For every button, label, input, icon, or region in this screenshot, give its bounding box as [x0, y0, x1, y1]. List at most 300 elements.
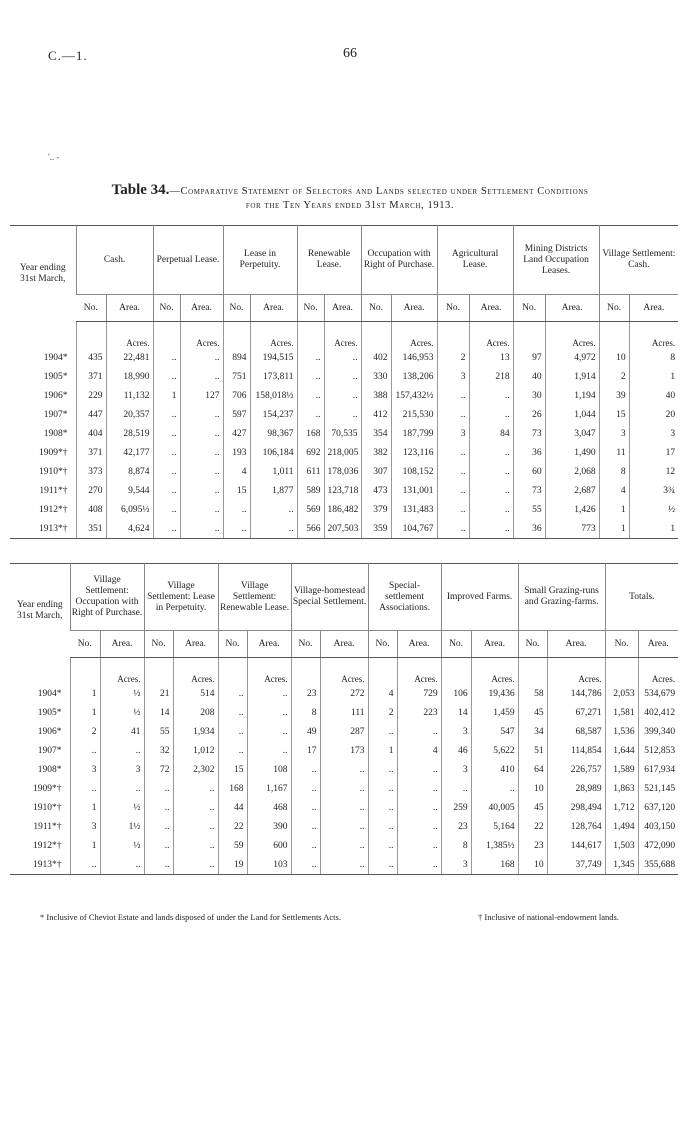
- cell-area: ..: [247, 741, 291, 760]
- cell-area: 20: [629, 405, 678, 424]
- cell-area: ½: [100, 684, 144, 703]
- cell-number: 371: [76, 443, 106, 462]
- units-spacer: [218, 658, 247, 685]
- cell-number: ..: [437, 386, 469, 405]
- cell-number: 3: [441, 722, 471, 741]
- subheader-no: No.: [291, 631, 320, 658]
- cell-area: 226,757: [547, 760, 605, 779]
- year-header: Year ending 31st March,: [16, 599, 63, 621]
- cell-area: ..: [180, 481, 223, 500]
- units-acres: Acres.: [469, 322, 513, 349]
- cell-number: ..: [70, 779, 100, 798]
- cell-number: ..: [153, 348, 180, 367]
- cell-area: 2,687: [545, 481, 599, 500]
- row-year: 1905*: [43, 371, 68, 382]
- cell-area: 729: [397, 684, 441, 703]
- cell-area: 128,764: [547, 817, 605, 836]
- cell-number: 611: [297, 462, 324, 481]
- cell-area: ..: [469, 443, 513, 462]
- cell-area: ..: [324, 348, 361, 367]
- cell-area: 8: [629, 348, 678, 367]
- cell-number: 8: [441, 836, 471, 855]
- cell-number: 22: [218, 817, 247, 836]
- subheader-area: Area.: [629, 295, 678, 322]
- group-header: Village Settlement: Cash.: [599, 226, 678, 295]
- cell-number: ..: [368, 798, 397, 817]
- cell-area: 287: [320, 722, 368, 741]
- cell-number: 10: [599, 348, 629, 367]
- subheader-no: No.: [297, 295, 324, 322]
- cell-area: 1: [629, 367, 678, 386]
- row-year: 1908*: [37, 764, 62, 775]
- cell-area: ..: [173, 855, 218, 875]
- cell-number: ..: [291, 817, 320, 836]
- row-year: 1906*: [43, 390, 68, 401]
- cell-number: 39: [599, 386, 629, 405]
- cell-number: ..: [153, 519, 180, 539]
- cell-area: 17: [629, 443, 678, 462]
- cell-area: 68,587: [547, 722, 605, 741]
- cell-number: ..: [153, 367, 180, 386]
- cell-number: ..: [153, 500, 180, 519]
- cell-number: 32: [144, 741, 173, 760]
- cell-area: 600: [247, 836, 291, 855]
- cell-area: 1: [629, 519, 678, 539]
- cell-area: ..: [320, 779, 368, 798]
- cell-number: 3: [437, 424, 469, 443]
- cell-number: ..: [70, 741, 100, 760]
- cell-area: 178,036: [324, 462, 361, 481]
- cell-number: ..: [291, 836, 320, 855]
- group-header: Small Grazing-runs and Grazing-farms.: [518, 564, 605, 631]
- footnote-endowment: † Inclusive of national-endowment lands.: [478, 912, 619, 922]
- cell-area: 5,164: [471, 817, 518, 836]
- cell-number: 23: [518, 836, 547, 855]
- cell-number: 72: [144, 760, 173, 779]
- cell-area: ½: [100, 798, 144, 817]
- units-acres: Acres.: [397, 658, 441, 685]
- cell-area: ..: [324, 386, 361, 405]
- subheader-area: Area.: [547, 631, 605, 658]
- cell-number: 1: [70, 836, 100, 855]
- subheader-no: No.: [441, 631, 471, 658]
- table-row: [10, 798, 678, 817]
- cell-area: 1,385½: [471, 836, 518, 855]
- cell-number: ..: [218, 722, 247, 741]
- cell-area: 1,490: [545, 443, 599, 462]
- group-header: Mining Districts Land Occupation Leases.: [513, 226, 599, 295]
- cell-number: 427: [223, 424, 250, 443]
- cell-area: 19,436: [471, 684, 518, 703]
- cell-number: ..: [437, 500, 469, 519]
- subheader-area: Area.: [247, 631, 291, 658]
- group-header: Totals.: [605, 564, 678, 631]
- cell-number: ..: [144, 817, 173, 836]
- cell-area: 355,688: [638, 855, 678, 875]
- cell-area: ..: [469, 386, 513, 405]
- cell-area: 123,116: [391, 443, 437, 462]
- cell-area: 108: [247, 760, 291, 779]
- cell-number: 40: [513, 367, 545, 386]
- cell-number: 64: [518, 760, 547, 779]
- cell-number: ..: [153, 424, 180, 443]
- cell-number: ..: [368, 855, 397, 875]
- cell-number: 45: [518, 703, 547, 722]
- row-year: 1913*†: [10, 855, 70, 875]
- cell-area: ..: [173, 817, 218, 836]
- table-title-line1: —Comparative Statement of Selectors and Lands selected under Settlement Conditions: [169, 186, 589, 197]
- cell-number: 354: [361, 424, 391, 443]
- units-spacer: [76, 322, 106, 349]
- units-spacer: [144, 658, 173, 685]
- cell-number: 60: [513, 462, 545, 481]
- table-row: [10, 760, 678, 779]
- cell-area: 103: [247, 855, 291, 875]
- cell-area: 223: [397, 703, 441, 722]
- cell-number: ..: [368, 836, 397, 855]
- units-spacer: [368, 658, 397, 685]
- cell-area: 4,624: [106, 519, 153, 539]
- cell-area: 144,617: [547, 836, 605, 855]
- cell-number: 44: [218, 798, 247, 817]
- cell-number: 435: [76, 348, 106, 367]
- subheader-no: No.: [513, 295, 545, 322]
- cell-number: 3: [441, 855, 471, 875]
- cell-number: 10: [518, 779, 547, 798]
- cell-area: ..: [320, 855, 368, 875]
- cell-area: 410: [471, 760, 518, 779]
- cell-number: 168: [218, 779, 247, 798]
- subheader-no: No.: [361, 295, 391, 322]
- subheader-no: No.: [76, 295, 106, 322]
- row-year: 1906*: [37, 726, 62, 737]
- cell-number: 373: [76, 462, 106, 481]
- subheader-no: No.: [218, 631, 247, 658]
- row-year: 1905*: [37, 707, 62, 718]
- cell-number: ..: [153, 443, 180, 462]
- cell-area: 4,972: [545, 348, 599, 367]
- cell-number: ..: [437, 405, 469, 424]
- cell-area: 37,749: [547, 855, 605, 875]
- cell-number: 15: [223, 481, 250, 500]
- subheader-row: [10, 295, 678, 322]
- cell-number: 1,644: [605, 741, 638, 760]
- cell-number: 3: [599, 424, 629, 443]
- row-year: 1907*: [43, 409, 68, 420]
- subheader-no: No.: [368, 631, 397, 658]
- cell-area: 403,150: [638, 817, 678, 836]
- table-row: [10, 424, 678, 443]
- cell-number: 597: [223, 405, 250, 424]
- cell-number: 259: [441, 798, 471, 817]
- cell-area: 131,483: [391, 500, 437, 519]
- group-header: Lease in Perpetuity.: [223, 226, 297, 295]
- cell-area: 127: [180, 386, 223, 405]
- units-acres: Acres.: [320, 658, 368, 685]
- cell-area: ..: [180, 462, 223, 481]
- cell-number: 15: [599, 405, 629, 424]
- cell-area: 534,679: [638, 684, 678, 703]
- cell-number: 22: [518, 817, 547, 836]
- subheader-no: No.: [153, 295, 180, 322]
- cell-area: ..: [247, 722, 291, 741]
- table-row: [10, 405, 678, 424]
- cell-area: ..: [320, 760, 368, 779]
- row-year: 1912*†: [39, 504, 68, 515]
- subheader-area: Area.: [638, 631, 678, 658]
- cell-area: ..: [180, 443, 223, 462]
- cell-number: 14: [441, 703, 471, 722]
- cell-number: 1: [70, 703, 100, 722]
- units-acres: Acres.: [100, 658, 144, 685]
- units-acres: Acres.: [629, 322, 678, 349]
- cell-area: 1,914: [545, 367, 599, 386]
- cell-number: 388: [361, 386, 391, 405]
- cell-area: 67,271: [547, 703, 605, 722]
- cell-area: 512,853: [638, 741, 678, 760]
- row-year: 1904*: [43, 352, 68, 363]
- cell-number: 3: [70, 817, 100, 836]
- cell-area: 41: [100, 722, 144, 741]
- table-title-line2: for the Ten Years ended 31st March, 1913.: [245, 200, 455, 211]
- row-year: 1910*†: [33, 802, 62, 813]
- row-year: 1908*: [43, 428, 68, 439]
- cell-number: 45: [518, 798, 547, 817]
- group-header: Renewable Lease.: [297, 226, 361, 295]
- group-header: Perpetual Lease.: [153, 226, 223, 295]
- cell-area: 84: [469, 424, 513, 443]
- cell-number: 23: [291, 684, 320, 703]
- cell-area: 390: [247, 817, 291, 836]
- table-row: [10, 684, 678, 703]
- cell-area: 8,874: [106, 462, 153, 481]
- cell-area: ..: [100, 855, 144, 875]
- subheader-no: No.: [70, 631, 100, 658]
- subheader-area: Area.: [106, 295, 153, 322]
- cell-area: ..: [247, 703, 291, 722]
- units-spacer: [291, 658, 320, 685]
- subheader-area: Area.: [173, 631, 218, 658]
- cell-area: ..: [173, 836, 218, 855]
- cell-area: ..: [469, 481, 513, 500]
- row-year: 1909*†: [39, 447, 68, 458]
- units-spacer: [297, 322, 324, 349]
- cell-area: 157,432½: [391, 386, 437, 405]
- cell-area: 3: [100, 760, 144, 779]
- cell-area: 468: [247, 798, 291, 817]
- cell-number: 270: [76, 481, 106, 500]
- units-acres: Acres.: [250, 322, 297, 349]
- cell-area: 1,426: [545, 500, 599, 519]
- units-row: [10, 658, 678, 685]
- cell-number: 1,494: [605, 817, 638, 836]
- subheader-area: Area.: [397, 631, 441, 658]
- cell-area: ..: [247, 684, 291, 703]
- cell-number: 23: [441, 817, 471, 836]
- cell-number: ..: [218, 741, 247, 760]
- cell-number: 1: [70, 684, 100, 703]
- cell-area: 208: [173, 703, 218, 722]
- cell-number: ..: [297, 386, 324, 405]
- cell-area: 1,934: [173, 722, 218, 741]
- cell-number: 229: [76, 386, 106, 405]
- group-header: Village Settlement: Occupation with Right of Purchase.: [70, 564, 144, 631]
- cell-number: 11: [599, 443, 629, 462]
- cell-area: 22,481: [106, 348, 153, 367]
- cell-number: 692: [297, 443, 324, 462]
- cell-number: 1,503: [605, 836, 638, 855]
- cell-area: 20,357: [106, 405, 153, 424]
- cell-area: 173,811: [250, 367, 297, 386]
- cell-number: ..: [153, 462, 180, 481]
- subheader-area: Area.: [100, 631, 144, 658]
- cell-number: 382: [361, 443, 391, 462]
- cell-number: ..: [223, 500, 250, 519]
- cell-number: 36: [513, 519, 545, 539]
- cell-number: 706: [223, 386, 250, 405]
- cell-area: 1,167: [247, 779, 291, 798]
- cell-number: 168: [297, 424, 324, 443]
- cell-area: 1,459: [471, 703, 518, 722]
- subheader-no: No.: [518, 631, 547, 658]
- cell-number: ..: [291, 798, 320, 817]
- cell-number: 17: [291, 741, 320, 760]
- units-spacer: [10, 322, 76, 349]
- cell-area: ..: [180, 367, 223, 386]
- group-header: Agricultural Lease.: [437, 226, 513, 295]
- cell-number: 8: [599, 462, 629, 481]
- cell-number: 473: [361, 481, 391, 500]
- cell-number: ..: [153, 405, 180, 424]
- cell-area: 13: [469, 348, 513, 367]
- units-acres: Acres.: [324, 322, 361, 349]
- cell-number: 3: [437, 367, 469, 386]
- cell-number: 1,536: [605, 722, 638, 741]
- cell-number: 49: [291, 722, 320, 741]
- cell-area: 3¾: [629, 481, 678, 500]
- cell-area: 40: [629, 386, 678, 405]
- cell-area: 173: [320, 741, 368, 760]
- cell-area: 98,367: [250, 424, 297, 443]
- cell-number: 569: [297, 500, 324, 519]
- cell-number: 1: [153, 386, 180, 405]
- subheader-area: Area.: [180, 295, 223, 322]
- cell-number: 2,053: [605, 684, 638, 703]
- cell-area: 42,177: [106, 443, 153, 462]
- cell-area: ..: [469, 500, 513, 519]
- cell-area: 106,184: [250, 443, 297, 462]
- cell-area: 18,990: [106, 367, 153, 386]
- table-row: [10, 386, 678, 405]
- cell-number: 8: [291, 703, 320, 722]
- units-acres: Acres.: [545, 322, 599, 349]
- scan-marks: '.. -: [48, 152, 60, 162]
- cell-area: ..: [397, 798, 441, 817]
- cell-number: 4: [223, 462, 250, 481]
- cell-area: 123,718: [324, 481, 361, 500]
- cell-area: 1,044: [545, 405, 599, 424]
- cell-number: 1: [599, 500, 629, 519]
- page-number: 66: [343, 46, 357, 61]
- cell-number: 36: [513, 443, 545, 462]
- cell-number: 2: [437, 348, 469, 367]
- cell-number: ..: [441, 779, 471, 798]
- cell-number: 46: [441, 741, 471, 760]
- cell-number: 10: [518, 855, 547, 875]
- group-header: Village Settlement: Renewable Lease.: [218, 564, 291, 631]
- cell-number: 404: [76, 424, 106, 443]
- cell-number: ..: [297, 367, 324, 386]
- cell-number: 1,589: [605, 760, 638, 779]
- cell-area: 272: [320, 684, 368, 703]
- cell-area: 215,530: [391, 405, 437, 424]
- cell-number: 97: [513, 348, 545, 367]
- group-header: Occupation with Right of Purchase.: [361, 226, 437, 295]
- cell-number: 307: [361, 462, 391, 481]
- cell-area: 472,090: [638, 836, 678, 855]
- cell-number: ..: [368, 722, 397, 741]
- cell-number: 3: [441, 760, 471, 779]
- row-year: 1911*†: [33, 821, 62, 832]
- cell-area: 187,799: [391, 424, 437, 443]
- table-title: [10, 183, 690, 213]
- cell-number: ..: [368, 760, 397, 779]
- subheader-area: Area.: [469, 295, 513, 322]
- cell-area: 521,145: [638, 779, 678, 798]
- cell-area: 547: [471, 722, 518, 741]
- cell-number: 1: [368, 741, 397, 760]
- cell-area: 158,018½: [250, 386, 297, 405]
- subheader-area: Area.: [320, 631, 368, 658]
- cell-number: ..: [144, 779, 173, 798]
- cell-area: 108,152: [391, 462, 437, 481]
- cell-area: 114,854: [547, 741, 605, 760]
- cell-number: ..: [70, 855, 100, 875]
- cell-area: 1,012: [173, 741, 218, 760]
- cell-number: 351: [76, 519, 106, 539]
- cell-area: ..: [320, 798, 368, 817]
- cell-number: 51: [518, 741, 547, 760]
- cell-area: 154,237: [250, 405, 297, 424]
- cell-area: 3: [629, 424, 678, 443]
- cell-number: ..: [437, 443, 469, 462]
- row-year: 1910*†: [39, 466, 68, 477]
- cell-area: 6,095½: [106, 500, 153, 519]
- cell-number: 58: [518, 684, 547, 703]
- units-acres: Acres.: [471, 658, 518, 685]
- cell-number: 371: [76, 367, 106, 386]
- units-acres: Acres.: [247, 658, 291, 685]
- cell-number: 73: [513, 481, 545, 500]
- cell-number: 106: [441, 684, 471, 703]
- cell-area: 1½: [100, 817, 144, 836]
- cell-number: 4: [368, 684, 397, 703]
- table-row: [10, 703, 678, 722]
- cell-area: 1,877: [250, 481, 297, 500]
- cell-number: 1,345: [605, 855, 638, 875]
- cell-number: 2: [70, 722, 100, 741]
- cell-number: 379: [361, 500, 391, 519]
- units-spacer: [153, 322, 180, 349]
- units-acres: Acres.: [638, 658, 678, 685]
- cell-number: ..: [297, 405, 324, 424]
- cell-area: 298,494: [547, 798, 605, 817]
- cell-number: 19: [218, 855, 247, 875]
- table-row: [10, 462, 678, 481]
- cell-area: 194,515: [250, 348, 297, 367]
- units-spacer: [437, 322, 469, 349]
- cell-number: 2: [599, 367, 629, 386]
